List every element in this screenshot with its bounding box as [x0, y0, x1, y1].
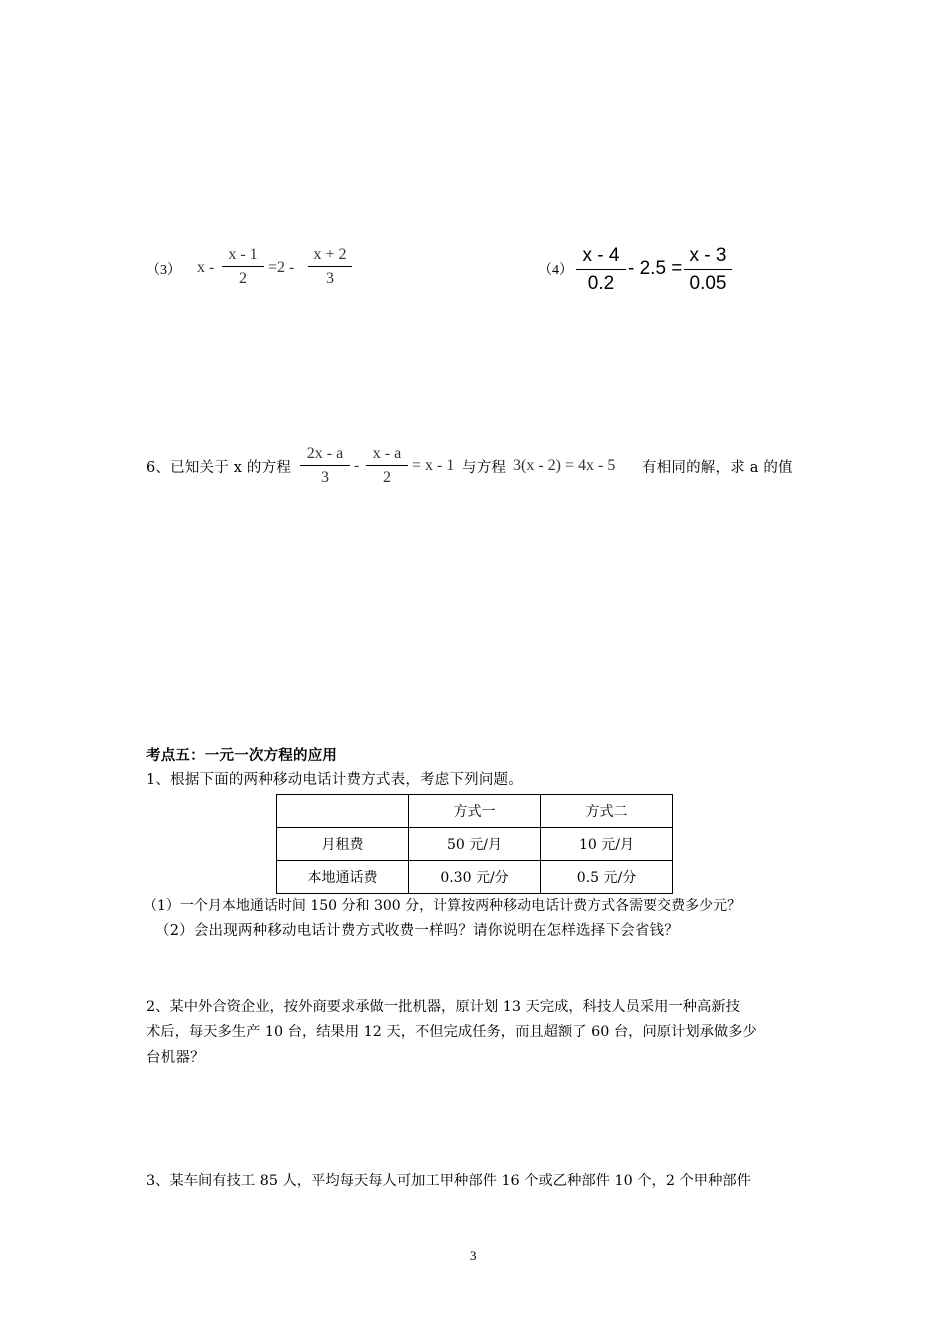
problem-3-fraction-1	[222, 246, 264, 288]
fraction-bar	[222, 266, 264, 267]
table-header-row	[277, 795, 673, 828]
fraction-denominator: 2	[239, 270, 247, 287]
problem-4-label: （4）	[538, 263, 573, 278]
fraction-numerator: 2x - a	[306, 445, 344, 462]
fraction-bar	[308, 266, 352, 267]
fraction-denominator: 2	[383, 469, 391, 486]
question-6-fraction-2	[366, 445, 408, 487]
fraction-numerator: x + 2	[313, 246, 347, 263]
question-1-intro: 1、根据下面的两种移动电话计费方式表，考虑下列问题。	[146, 772, 523, 788]
fraction-denominator: 0.05	[689, 273, 727, 294]
question-2-line-3: 台机器？	[146, 1050, 205, 1066]
question-1-sub-2: （2）会出现两种移动电话计费方式收费一样吗？请你说明在怎样选择下会省钱？	[155, 923, 679, 939]
question-6-fraction-1	[300, 445, 350, 487]
table-header-cell: 方式一	[409, 795, 541, 828]
question-2-line-2: 术后，每天多生产 10 台，结果用 12 天，不但完成任务，而且超额了 60 台，问原计划承做多少	[146, 1024, 757, 1040]
fraction-numerator: x - 3	[689, 245, 727, 266]
fee-table	[276, 794, 673, 894]
table-row	[277, 861, 673, 894]
section-heading: 考点五：一元一次方程的应用	[146, 747, 338, 764]
problem-3-lead: x -	[197, 259, 215, 276]
problem-3-mid: =2 -	[268, 259, 295, 276]
fraction-numerator: x - a	[372, 445, 402, 462]
table-cell: 0.5 元/分	[541, 861, 673, 894]
page-number: 3	[470, 1248, 477, 1263]
table-cell: 0.30 元/分	[409, 861, 541, 894]
fraction-bar	[684, 269, 732, 270]
table-header-cell	[277, 795, 409, 828]
fraction-denominator: 3	[326, 270, 334, 287]
question-6-equation-2: 3(x - 2) = 4x - 5	[513, 457, 616, 474]
table-cell: 10 元/月	[541, 828, 673, 861]
question-6-prefix: 6、已知关于 x 的方程	[146, 460, 292, 476]
table-row	[277, 828, 673, 861]
problem-4-fraction-1	[576, 245, 626, 295]
fraction-bar	[576, 269, 626, 270]
fraction-denominator: 3	[321, 469, 329, 486]
fraction-bar	[366, 465, 408, 466]
table-cell: 月租费	[277, 828, 409, 861]
question-6-mid-text: 与方程	[462, 460, 507, 476]
table-cell: 50 元/月	[409, 828, 541, 861]
problem-4-mid: - 2.5 =	[628, 258, 683, 279]
question-6-suffix: 有相同的解，求 a 的值	[642, 460, 793, 476]
fraction-numerator: x - 1	[228, 246, 258, 263]
problem-4-fraction-2	[684, 245, 732, 295]
problem-3-label: （3）	[146, 263, 181, 278]
fraction-numerator: x - 4	[582, 245, 620, 266]
question-6-rhs: = x - 1	[412, 457, 455, 474]
problem-3-fraction-2	[308, 246, 352, 288]
table-header-cell: 方式二	[541, 795, 673, 828]
fraction-bar	[300, 465, 350, 466]
question-3-line-1: 3、某车间有技工 85 人，平均每天每人可加工甲种部件 16 个或乙种部件 10 个，2 个甲种部件	[146, 1173, 751, 1189]
question-1-sub-1: （1）一个月本地通话时间 150 分和 300 分，计算按两种移动电话计费方式各需要交费多少元？	[143, 898, 742, 914]
table-cell: 本地通话费	[277, 861, 409, 894]
question-2-line-1: 2、某中外合资企业，按外商要求承做一批机器，原计划 13 天完成，科技人员采用一种高新技	[146, 999, 740, 1015]
question-6-minus: -	[354, 457, 360, 474]
fraction-denominator: 0.2	[587, 273, 615, 294]
